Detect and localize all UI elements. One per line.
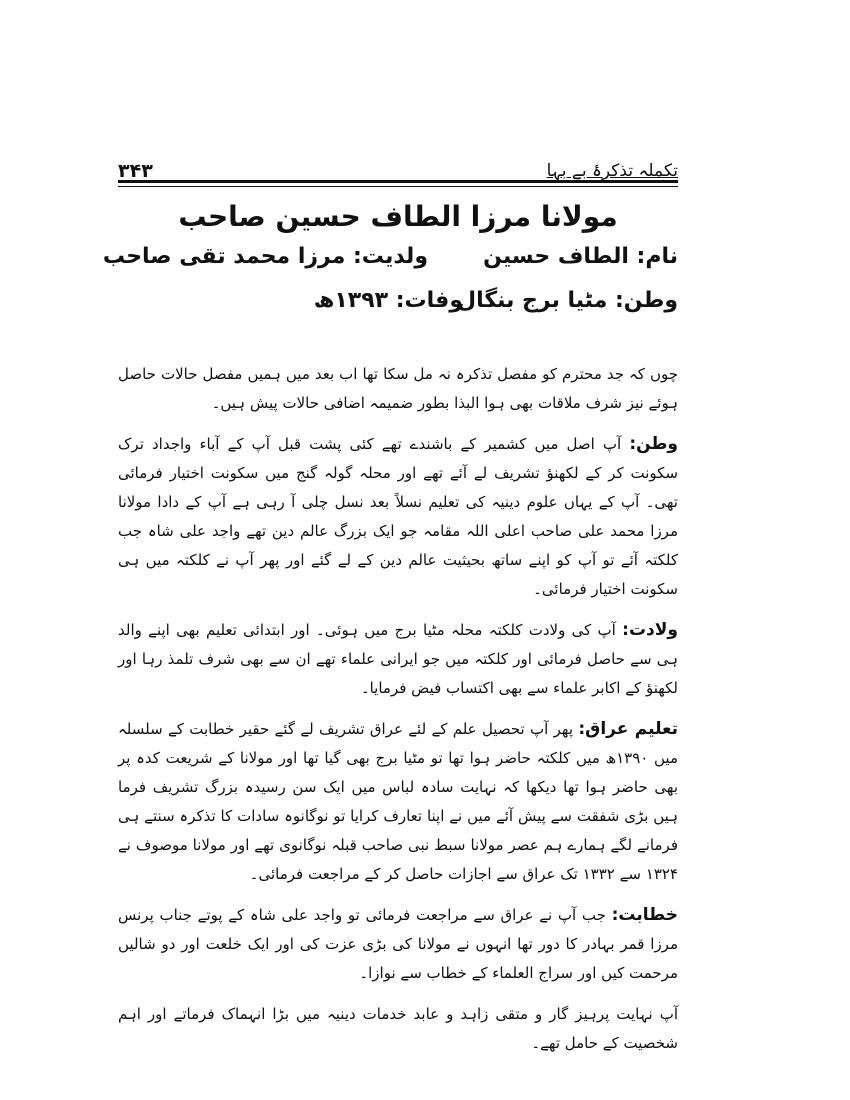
running-header [118, 160, 678, 188]
section-heading: ولادت: [622, 620, 678, 640]
paragraph-homeland [118, 430, 678, 604]
section-heading: تعلیم عراق: [578, 719, 679, 739]
paragraph-closing [118, 1000, 678, 1058]
paragraph-text: پھر آپ تحصیل علم کے لئے عراق تشریف لے گئے حقیر خطابت کے سلسلہ میں ۱۳۹۰ھ میں کلکتہ حاضر ہوا تھا تو مٹیا برج بھی گیا تھا اور مولانا کے شریعت کدہ پر بھی حاضر ہوا تھا دیکھا کہ نہایت سادہ لباس میں ایک سن رسیدہ بزرگ تشریف فرما ہیں بڑی شفقت سے پیش آئے میں نے اپنا تعارف کرایا تو نوگانوہ سادات کا تذکرہ سنتے ہی فرمانے لگے ہمارے ہم عصر مولانا سبط نبی صاحب قبلہ نوگانوی تھے اور مولانا موصوف نے ۱۳۲۴ سے ۱۳۳۲ تک عراق سے اجازات حاصل کر کے مراجعت فرمائی۔ [118, 720, 678, 883]
name-field: نام: الطاف حسین [483, 244, 678, 269]
section-heading: خطابت: [611, 905, 678, 925]
paragraph-text: آپ نہایت پرہیز گار و متقی زاہد و عابد خدمات دینیہ میں بڑا انہماک فرماتے اور اہم شخصیت کے حامل تھے۔ [118, 1005, 678, 1052]
paragraph-birth [118, 616, 678, 703]
section-heading: وطن: [629, 434, 678, 454]
paragraph-text: آپ کی ولادت کلکتہ محلہ مٹیا برج میں ہوئی۔ اور ابتدائی تعلیم بھی اپنے والد ہی سے حاصل فرمائی اور کلکتہ میں جو ایرانی علماء تھے ان سے بھی شرف تلمذ رہا اور لکھنؤ کے اکابر علماء سے بھی اکتساب فیض فرمایا۔ [118, 621, 678, 697]
page-title: مولانا مرزا الطاف حسین صاحب [178, 200, 618, 233]
header-rule-thin [118, 186, 678, 187]
meta-row-name [102, 244, 678, 274]
page-number: ۳۴۳ [118, 160, 153, 182]
paragraph-text: آپ اصل میں کشمیر کے باشندے تھے کئی پشت قبل آپ کے آباء واجداد ترک سکونت کر کے لکھنؤ تشریف لے آئے تھے اور محلہ گولہ گنج میں سکونت اختیار فرمائی تھی۔ آپ کے یہاں علوم دینیہ کی تعلیم نسلاً بعد نسل چلی آ رہی ہے آپ کے دادا مولانا مرزا محمد علی صاحب اعلی اللہ مقامہ جو ایک بزرگ عالم دین تھے واجد علی شاہ جب کلکتہ آئے تو آپ کو اپنے ساتھ بحیثیت عالم دین کے لے گئے اور پھر آپ نے کلکتہ میں ہی سکونت اختیار فرمائی۔ [118, 435, 678, 598]
paragraph-intro [118, 360, 678, 418]
header-rule-thick [118, 180, 678, 183]
paragraph-text: جب آپ نے عراق سے مراجعت فرمائی تو واجد علی شاہ کے پوتے جناب پرنس مرزا قمر بہادر کا دور تھا انہوں نے مولانا کی بڑی عزت کی اور ایک خلعت اور دو شالیں مرحمت کیں اور سراج العلماء کے خطاب سے نوازا۔ [118, 906, 678, 982]
paragraph-education-iraq [118, 715, 678, 889]
body-text [118, 360, 678, 1070]
running-title: تکملہ تذکرۂ بے بہا [546, 161, 678, 181]
paragraph-text: چوں کہ جد محترم کو مفصل تذکرہ نہ مل سکا تھا اب بعد میں ہمیں مفصل حالات حاصل ہوئے نیز شرف ملاقات بھی ہوا البذا بطور ضمیمہ اضافی حالات پیش ہیں۔ [118, 365, 678, 412]
death-field: وفات: ۱۳۹۳ھ [313, 288, 463, 313]
meta-row-homeland [118, 288, 678, 318]
paragraph-oratory [118, 901, 678, 988]
parentage-field: ولدیت: مرزا محمد تقی صاحب [102, 244, 428, 269]
homeland-field: وطن: مٹیا برج بنگال [457, 288, 678, 313]
